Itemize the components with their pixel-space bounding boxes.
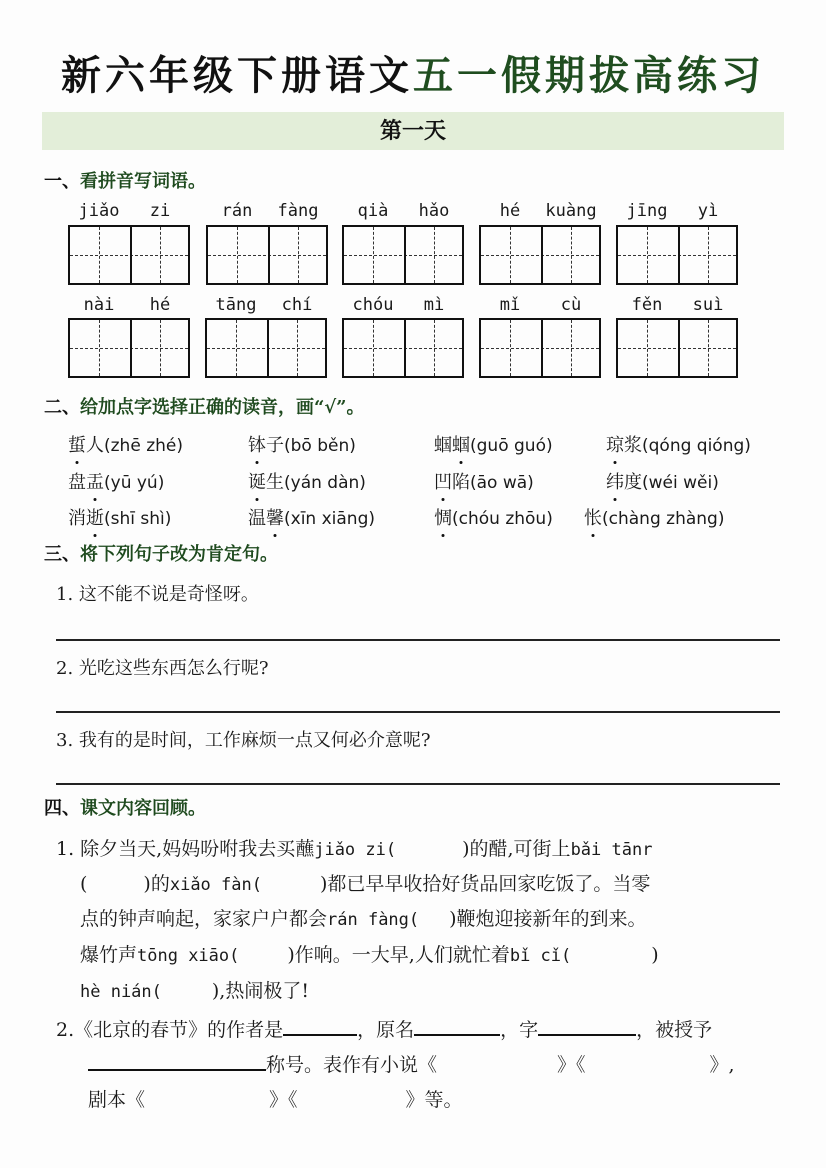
writing-box[interactable]	[479, 318, 601, 378]
cell-divider	[541, 320, 543, 376]
text: )的醋,可街上	[462, 838, 571, 860]
pinyin-syllable: nài	[83, 295, 115, 315]
character: 度	[624, 472, 642, 493]
grid-guide	[434, 320, 435, 376]
character: 盘	[68, 472, 86, 493]
grid-guide	[510, 227, 511, 283]
pinyin-syllable: suì	[692, 295, 724, 315]
character: 纬	[606, 472, 624, 493]
pinyin-options[interactable]: (wéi wěi)	[642, 473, 719, 493]
pinyin-options[interactable]: (zhē zhé)	[104, 436, 183, 456]
writing-box[interactable]	[206, 225, 328, 285]
section-2-number: 二、	[44, 397, 80, 418]
cell-divider	[541, 227, 543, 283]
pinyin-row-1	[0, 200, 826, 222]
pinyin-syllable: zi	[149, 201, 171, 221]
pronunciation-item	[68, 434, 183, 458]
q1-line-1	[56, 837, 652, 862]
text: 爆竹声	[80, 944, 138, 966]
cell-divider	[404, 227, 406, 283]
answer-line-3[interactable]	[56, 783, 780, 785]
character: 凹	[434, 472, 452, 493]
grid-guide	[647, 227, 648, 283]
character: 盂	[86, 472, 104, 493]
grid-guide	[70, 348, 188, 349]
pinyin: hè nián(	[80, 982, 162, 1002]
pinyin-options[interactable]: (āo wā)	[470, 473, 534, 493]
text: 点的钟声响起，家家户户都会	[80, 908, 328, 930]
text: )都已早早收拾好货品回家吃饭了。当零	[319, 873, 651, 895]
character: 浆	[624, 435, 642, 456]
courtesy-name-blank[interactable]	[538, 1016, 636, 1036]
text: (	[80, 873, 88, 895]
character: 蝈	[452, 435, 470, 456]
text: 》等。	[405, 1089, 463, 1111]
pinyin-options[interactable]: (yán dàn)	[284, 473, 366, 493]
pronunciation-item	[248, 434, 356, 458]
pinyin-options[interactable]: (xīn xiāng)	[284, 509, 375, 529]
writing-box[interactable]	[68, 318, 190, 378]
q2-line-2	[88, 1051, 735, 1077]
day-banner: 第一天	[42, 112, 784, 150]
pinyin-syllable: jiǎo	[78, 201, 120, 221]
text: 》,	[709, 1054, 735, 1076]
page-title	[0, 52, 826, 100]
text: ),热闹极了!	[211, 980, 309, 1002]
title-blank[interactable]	[88, 1051, 266, 1071]
character: 陷	[452, 472, 470, 493]
section-1-heading	[44, 170, 206, 194]
cell-divider	[267, 320, 269, 376]
section-3-title: 将下列句子改为肯定句。	[80, 544, 278, 565]
grid-guide	[571, 320, 572, 376]
character: 惆	[434, 508, 452, 529]
q2-line-1	[56, 1016, 712, 1042]
section-4-number: 四、	[44, 798, 80, 819]
grid-guide	[160, 320, 161, 376]
pinyin: bǎi tānr	[570, 840, 653, 860]
character: 琼	[606, 435, 624, 456]
pinyin-syllable: jīng	[626, 201, 668, 221]
grid-guide	[708, 227, 709, 283]
character: 人	[86, 435, 104, 456]
character: 诞	[248, 472, 266, 493]
pinyin-syllable: mì	[423, 295, 445, 315]
grid-guide	[70, 255, 188, 256]
cell-divider	[268, 227, 270, 283]
pinyin-syllable: cù	[560, 295, 582, 315]
pronunciation-item	[606, 434, 751, 458]
pinyin-syllable: mǐ	[499, 295, 521, 315]
box-row-1	[0, 225, 826, 287]
writing-box[interactable]	[68, 225, 190, 285]
text: 剧本《	[88, 1089, 146, 1111]
cell-divider	[130, 320, 132, 376]
box-row-2	[0, 318, 826, 380]
text: ，原名	[357, 1019, 415, 1041]
title-part-1: 新六年级下册语文	[61, 52, 413, 99]
text: 称号。表作有小说《	[266, 1054, 438, 1076]
grid-guide	[618, 255, 736, 256]
grid-guide	[160, 227, 161, 283]
text: 1. 除夕当天,妈妈吩咐我去买蘸	[56, 838, 315, 860]
pinyin-syllable: yì	[697, 201, 719, 221]
pinyin-options[interactable]: (chàng zhàng)	[602, 509, 725, 529]
grid-guide	[647, 320, 648, 376]
pinyin-options[interactable]: (chóu zhōu)	[452, 509, 553, 529]
character: 钵	[248, 435, 266, 456]
author-blank[interactable]	[283, 1016, 357, 1036]
grid-guide	[99, 320, 100, 376]
cell-divider	[404, 320, 406, 376]
section-4-heading	[44, 797, 206, 821]
pinyin: tōng xiāo(	[137, 946, 240, 966]
section-1-title: 看拼音写词语。	[80, 171, 206, 192]
grid-guide	[571, 227, 572, 283]
sentence-3: 3. 我有的是时间，工作麻烦一点又何必介意呢?	[56, 730, 431, 751]
grid-guide	[297, 320, 298, 376]
pinyin-syllable: fàng	[277, 201, 319, 221]
grid-guide	[99, 227, 100, 283]
section-3-number: 三、	[44, 544, 80, 565]
grid-guide	[481, 348, 599, 349]
cell-divider	[130, 227, 132, 283]
grid-guide	[434, 227, 435, 283]
pinyin-options[interactable]: (shī shì)	[104, 509, 172, 529]
character: 子	[266, 435, 284, 456]
pronunciation-item	[248, 471, 366, 495]
grid-guide	[344, 348, 462, 349]
text: 》《	[269, 1089, 298, 1111]
pronunciation-item	[68, 507, 171, 531]
character: 逝	[86, 508, 104, 529]
pinyin-syllable: chí	[281, 295, 313, 315]
character: 温	[248, 508, 266, 529]
text: )作响。一大早,人们就忙着	[287, 944, 510, 966]
character: 消	[68, 508, 86, 529]
sentence-2: 2. 光吃这些东西怎么行呢?	[56, 658, 269, 679]
pinyin-syllable: hé	[149, 295, 171, 315]
q1-line-2	[80, 872, 650, 897]
character: 蜇	[68, 435, 86, 456]
text: )的	[143, 873, 170, 895]
text: )鞭炮迎接新年的到来。	[449, 908, 647, 930]
pronunciation-item	[606, 471, 719, 495]
grid-guide	[207, 348, 325, 349]
pinyin: bǐ cǐ(	[509, 946, 572, 966]
character: 馨	[266, 508, 284, 529]
pronunciation-item	[68, 471, 164, 495]
pronunciation-item	[584, 507, 724, 531]
pinyin-options[interactable]: (qóng qióng)	[642, 436, 751, 456]
pronunciation-item	[248, 507, 375, 531]
pinyin-syllable: tāng	[215, 295, 257, 315]
pinyin: jiǎo zi(	[314, 840, 397, 860]
section-4-title: 课文内容回顾。	[80, 798, 206, 819]
grid-guide	[618, 348, 736, 349]
text: )	[651, 944, 659, 966]
grid-guide	[373, 227, 374, 283]
pinyin-syllable: rán	[221, 201, 253, 221]
text: ，字	[500, 1019, 539, 1041]
grid-guide	[344, 255, 462, 256]
character: 蝈	[434, 435, 452, 456]
sentence-1: 1. 这不能不说是奇怪呀。	[56, 584, 259, 605]
pinyin-syllable: qià	[357, 201, 389, 221]
section-2-title: 给加点字选择正确的读音，画“√”。	[80, 397, 365, 418]
original-name-blank[interactable]	[414, 1016, 500, 1036]
pinyin-syllable: hǎo	[418, 201, 450, 221]
grid-guide	[298, 227, 299, 283]
writing-box[interactable]	[342, 225, 464, 285]
pinyin: xiǎo fàn(	[169, 875, 262, 895]
cell-divider	[678, 227, 680, 283]
pinyin-syllable: chóu	[352, 295, 394, 315]
writing-box[interactable]	[479, 225, 601, 285]
q1-line-4	[80, 943, 659, 968]
q1-line-3	[80, 907, 647, 932]
grid-guide	[208, 255, 326, 256]
q2-line-3	[88, 1088, 463, 1112]
text: 》《	[557, 1054, 586, 1076]
pinyin-options[interactable]: (yū yú)	[104, 473, 165, 493]
q1-line-5	[80, 979, 309, 1004]
grid-guide	[236, 320, 237, 376]
pinyin-options[interactable]: (bō běn)	[284, 436, 356, 456]
section-3-heading	[44, 543, 278, 567]
grid-guide	[510, 320, 511, 376]
section-2-heading	[44, 396, 365, 420]
section-1-number: 一、	[44, 171, 80, 192]
pinyin-syllable: hé	[499, 201, 521, 221]
pinyin-options[interactable]: (guō guó)	[470, 436, 553, 456]
grid-guide	[373, 320, 374, 376]
character: 怅	[584, 508, 602, 529]
grid-guide	[481, 255, 599, 256]
pinyin-row-2	[0, 294, 826, 316]
character: 生	[266, 472, 284, 493]
pinyin-syllable: fěn	[631, 295, 663, 315]
title-part-2: 五一假期拔高练习	[413, 52, 765, 99]
pinyin: rán fàng(	[327, 910, 420, 930]
grid-guide	[237, 227, 238, 283]
pronunciation-item	[434, 507, 553, 531]
pronunciation-item	[434, 471, 534, 495]
answer-line-1[interactable]	[56, 639, 780, 641]
writing-box[interactable]	[616, 318, 738, 378]
cell-divider	[678, 320, 680, 376]
writing-box[interactable]	[342, 318, 464, 378]
writing-box[interactable]	[205, 318, 327, 378]
answer-line-2[interactable]	[56, 711, 780, 713]
grid-guide	[708, 320, 709, 376]
writing-box[interactable]	[616, 225, 738, 285]
pronunciation-item	[434, 434, 553, 458]
text: ，被授予	[636, 1019, 713, 1041]
text: 2.《北京的春节》的作者是	[56, 1019, 284, 1041]
pinyin-syllable: kuàng	[545, 201, 597, 221]
